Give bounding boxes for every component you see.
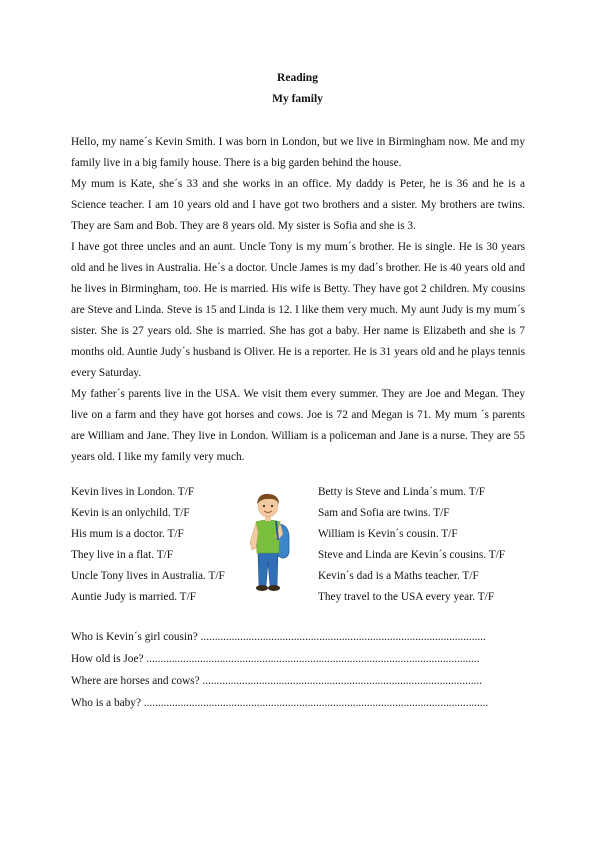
true-false-statement: Auntie Judy is married. T/F xyxy=(71,591,196,603)
question-line: Who is Kevin´s girl cousin? ..................................................................................................... xyxy=(71,631,486,643)
question-line: How old is Joe? ...................................................................................................................... xyxy=(71,653,480,665)
true-false-statement: Kevin´s dad is a Maths teacher. T/F xyxy=(318,570,479,582)
question-line: Where are horses and cows? ................................................................................................... xyxy=(71,675,483,687)
worksheet-heading: Reading xyxy=(277,72,318,84)
story-paragraph: I have got three uncles and an aunt. Uncle Tony is my mum´s brother. He is single. He is 30 years old and he lives in Australia. He´s a doctor. Uncle James is my dad´s brother. He is 40 years old and he lives in Birmingham, too. He is married. His wife is Betty. They have got 2 children. My cousins are Steve and Linda. Steve is 15 and Linda is 12. I like them very much. My aunt Judy is my mum´s sister. She is 27 years old. She is married. She has got a baby. Her name is Elizabeth and she is 7 months old. Auntie Judy´s husband is Oliver. He is a reporter. He is 31 years old and he plays tennis every Saturday. xyxy=(71,241,525,379)
true-false-left-column xyxy=(71,482,261,608)
worksheet-title: My family xyxy=(272,93,323,105)
true-false-statement: Kevin is an onlychild. T/F xyxy=(71,507,190,519)
true-false-statement: William is Kevin´s cousin. T/F xyxy=(318,528,458,540)
true-false-statement: They travel to the USA every year. T/F xyxy=(318,591,495,603)
true-false-statement: Uncle Tony lives in Australia. T/F xyxy=(71,570,225,582)
true-false-statement: Betty is Steve and Linda´s mum. T/F xyxy=(318,486,486,498)
comprehension-questions xyxy=(71,626,511,714)
true-false-statement: Steve and Linda are Kevin´s cousins. T/F xyxy=(318,549,506,561)
true-false-statement: They live in a flat. T/F xyxy=(71,549,174,561)
true-false-statement: His mum is a doctor. T/F xyxy=(71,528,184,540)
boy-with-backpack-icon xyxy=(238,490,298,596)
true-false-right-column xyxy=(318,482,538,608)
story-paragraph: Hello, my name´s Kevin Smith. I was born in London, but we live in Birmingham now. Me and my family live in a big family house. There is a big garden behind the house. xyxy=(71,136,525,169)
true-false-statement: Sam and Sofia are twins. T/F xyxy=(318,507,450,519)
reading-text xyxy=(71,132,525,468)
question-line: Who is a baby? .......................................................................................................................... xyxy=(71,697,489,709)
story-paragraph: My father´s parents live in the USA. We visit them every summer. They are Joe and Megan. They live on a farm and they have got horses and cows. Joe is 72 and Megan is 71. My mum ´s parents are William and Jane. They live in London. William is a policeman and Jane is a nurse. They are 55 years old. I like my family very much. xyxy=(71,388,525,463)
true-false-statement: Kevin lives in London. T/F xyxy=(71,486,195,498)
story-paragraph: My mum is Kate, she´s 33 and she works in an office. My daddy is Peter, he is 36 and he is a Science teacher. I am 10 years old and I have got two brothers and a sister. My brothers are twins. They are Sam and Bob. They are 8 years old. My sister is Sofia and she is 3. xyxy=(71,178,525,232)
